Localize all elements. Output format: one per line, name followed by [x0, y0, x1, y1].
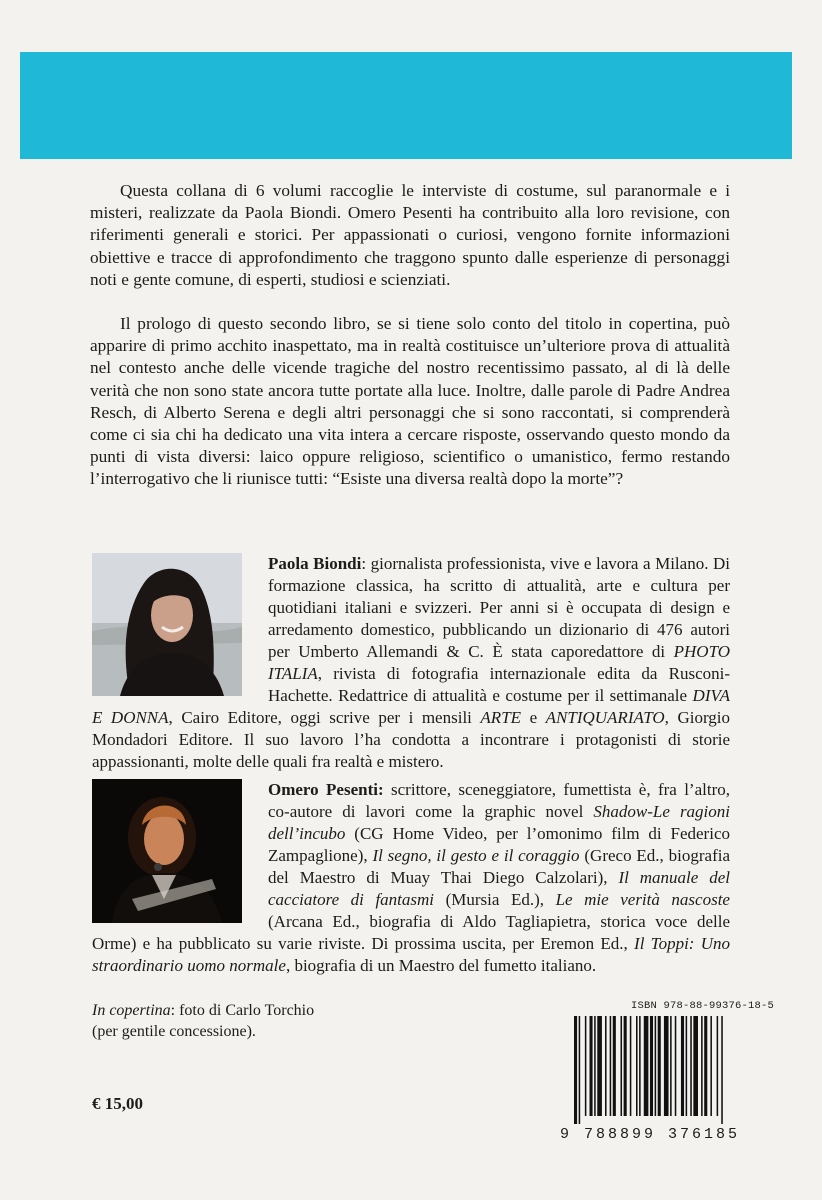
barcode-bar [658, 1016, 661, 1116]
bio-text: : giornalista professionista, vive e lavora a Milano. Di formazione classica, ha scritto di attualità, arte e cultura per quotidiani italiani e svizzeri. Per anni si è occupata di design e arredamento domestico, pubblicando un dizionario di 476 autori per Umberto Allemandi & C. È stata caporedattore di [268, 554, 730, 661]
bio-text: , Giorgio Mondadori Editore. Il suo lavoro l’ha condotta a incontrare i protagonisti di storie appassionanti, molte delle quali fra realtà e mistero. [92, 708, 731, 771]
barcode-bar [670, 1016, 672, 1116]
barcode-bar [594, 1016, 596, 1116]
barcode-bar [605, 1016, 607, 1116]
series-intro-paragraph: Questa collana di 6 volumi raccoglie le interviste di costume, sul paranormale e i misteri, realizzate da Paola Biondi. Omero Pesenti ha contribuito alla loro revisione, con riferimenti generali e storici. Per appassionati o curiosi, vengono fornite informazioni obiettive e tracce di approfondimento che traggono spunto dalle esperienze di personaggi noti e gente comune, di esperti, studiosi e scienziati. [90, 181, 730, 289]
barcode-bar [585, 1016, 587, 1116]
magazine-title: ANTIQUARIATO [545, 708, 665, 727]
work-title: Il Toppi: Uno straordinario uomo normale [92, 934, 730, 975]
barcode-bar [721, 1016, 723, 1124]
barcode-bar [650, 1016, 653, 1116]
bio-text: (Greco Ed., biografia del Maestro di Muay Thai Diego Calzolari), [268, 846, 730, 887]
barcode-bar [675, 1016, 677, 1116]
barcode-bar [655, 1016, 657, 1116]
work-title: Shadow-Le ragioni dell’incubo [268, 802, 731, 843]
cover-color-banner [20, 52, 792, 159]
bio-text: , rivista di fotografia internazionale edita da Rusconi-Hachette. Redattrice di attualità e costume per il settimanale [268, 664, 730, 705]
bio-omero-pesenti [92, 779, 730, 977]
work-title: Il manuale del cacciatore di fantasmi [268, 868, 731, 909]
barcode-bar [701, 1016, 703, 1116]
barcode-bar [704, 1016, 707, 1116]
barcode-bar [621, 1016, 623, 1116]
barcode-bar [681, 1016, 684, 1116]
barcode [560, 1016, 792, 1124]
credit-note: (per gentile concessione). [92, 1023, 256, 1040]
bio-text: (Arcana Ed., biografia di Aldo Tagliapietra, storica voce delle Orme) e ha pubblicato su varie riviste. Di prossima uscita, per Eremon Ed., [92, 912, 730, 953]
barcode-bar [664, 1016, 669, 1116]
ean-digits: 9 788899 376185 [560, 1126, 741, 1143]
magazine-title: DIVA E DONNA [92, 686, 730, 727]
prologue-paragraph: Il prologo di questo secondo libro, se si tiene solo conto del titolo in copertina, può apparire di primo acchito inaspettato, ma in realtà costituisce un’ulteriore prova di attualità nel contesto anche delle vicende tragiche del nostro recentissimo passato, al di là delle verità che non sono state ancora tutte portate alla luce. Inoltre, dalle parole di Padre Andrea Resch, di Alberto Serena e degli altri personaggi che si sono raccontati, si comprenderà come ci sia chi ha dedicato una vita intera a cercare risposte, osservando questo mondo da punti di vista diversi: laico oppure religioso, scientifico o umanistico, fermo restando l’interrogativo che li riunisce tutti: “Esiste una diversa realtà dopo la morte”? [90, 314, 730, 489]
bio-text: , biografia di un Maestro del fumetto italiano. [285, 956, 597, 975]
magazine-title: ARTE [480, 708, 522, 727]
barcode-bar [717, 1016, 719, 1116]
author-name-paola: Paola Biondi [268, 554, 362, 573]
isbn-block [560, 1000, 792, 1143]
isbn-number: ISBN 978-88-99376-18-5 [630, 1000, 774, 1012]
bio-text: , Cairo Editore, oggi scrive per i mensili [168, 708, 481, 727]
bio-paola-biondi [92, 553, 730, 773]
barcode-bar [693, 1016, 698, 1116]
barcode-bar [613, 1016, 616, 1116]
barcode-bar [639, 1016, 641, 1116]
photo-spacer [92, 779, 242, 923]
barcode-bar [597, 1016, 602, 1116]
barcode-bar [690, 1016, 692, 1116]
barcode-bar [610, 1016, 612, 1116]
work-title: Le mie verità nascoste [555, 890, 730, 909]
barcode-bar [630, 1016, 632, 1116]
barcode-bar [710, 1016, 712, 1116]
magazine-title: PHOTO ITALIA [268, 642, 730, 683]
author-name-omero: Omero Pesenti: [268, 780, 384, 799]
credit-text: : foto di Carlo Torchio [170, 1002, 315, 1019]
bio-text: scrittore, sceneggiatore, fumettista è, fra l’altro, co-autore di lavori come la graphic novel [268, 780, 730, 821]
barcode-bar [574, 1016, 577, 1124]
credit-label: In copertina [92, 1002, 171, 1019]
barcode-bar [624, 1016, 627, 1116]
bio-text: (Mursia Ed.), [434, 890, 556, 909]
work-title: Il segno, il gesto e il coraggio [372, 846, 580, 865]
bio-text: e [521, 708, 546, 727]
barcode-bar [579, 1016, 581, 1124]
barcode-bar [590, 1016, 593, 1116]
barcode-bar [636, 1016, 638, 1116]
barcode-bar [686, 1016, 688, 1116]
bio-text: (CG Home Video, per l’omonimo film di Federico Zampaglione), [268, 824, 730, 865]
photo-spacer [92, 553, 242, 696]
cover-photo-credit [92, 1000, 392, 1042]
barcode-bar [644, 1016, 649, 1116]
price-label: € 15,00 [92, 1094, 143, 1113]
